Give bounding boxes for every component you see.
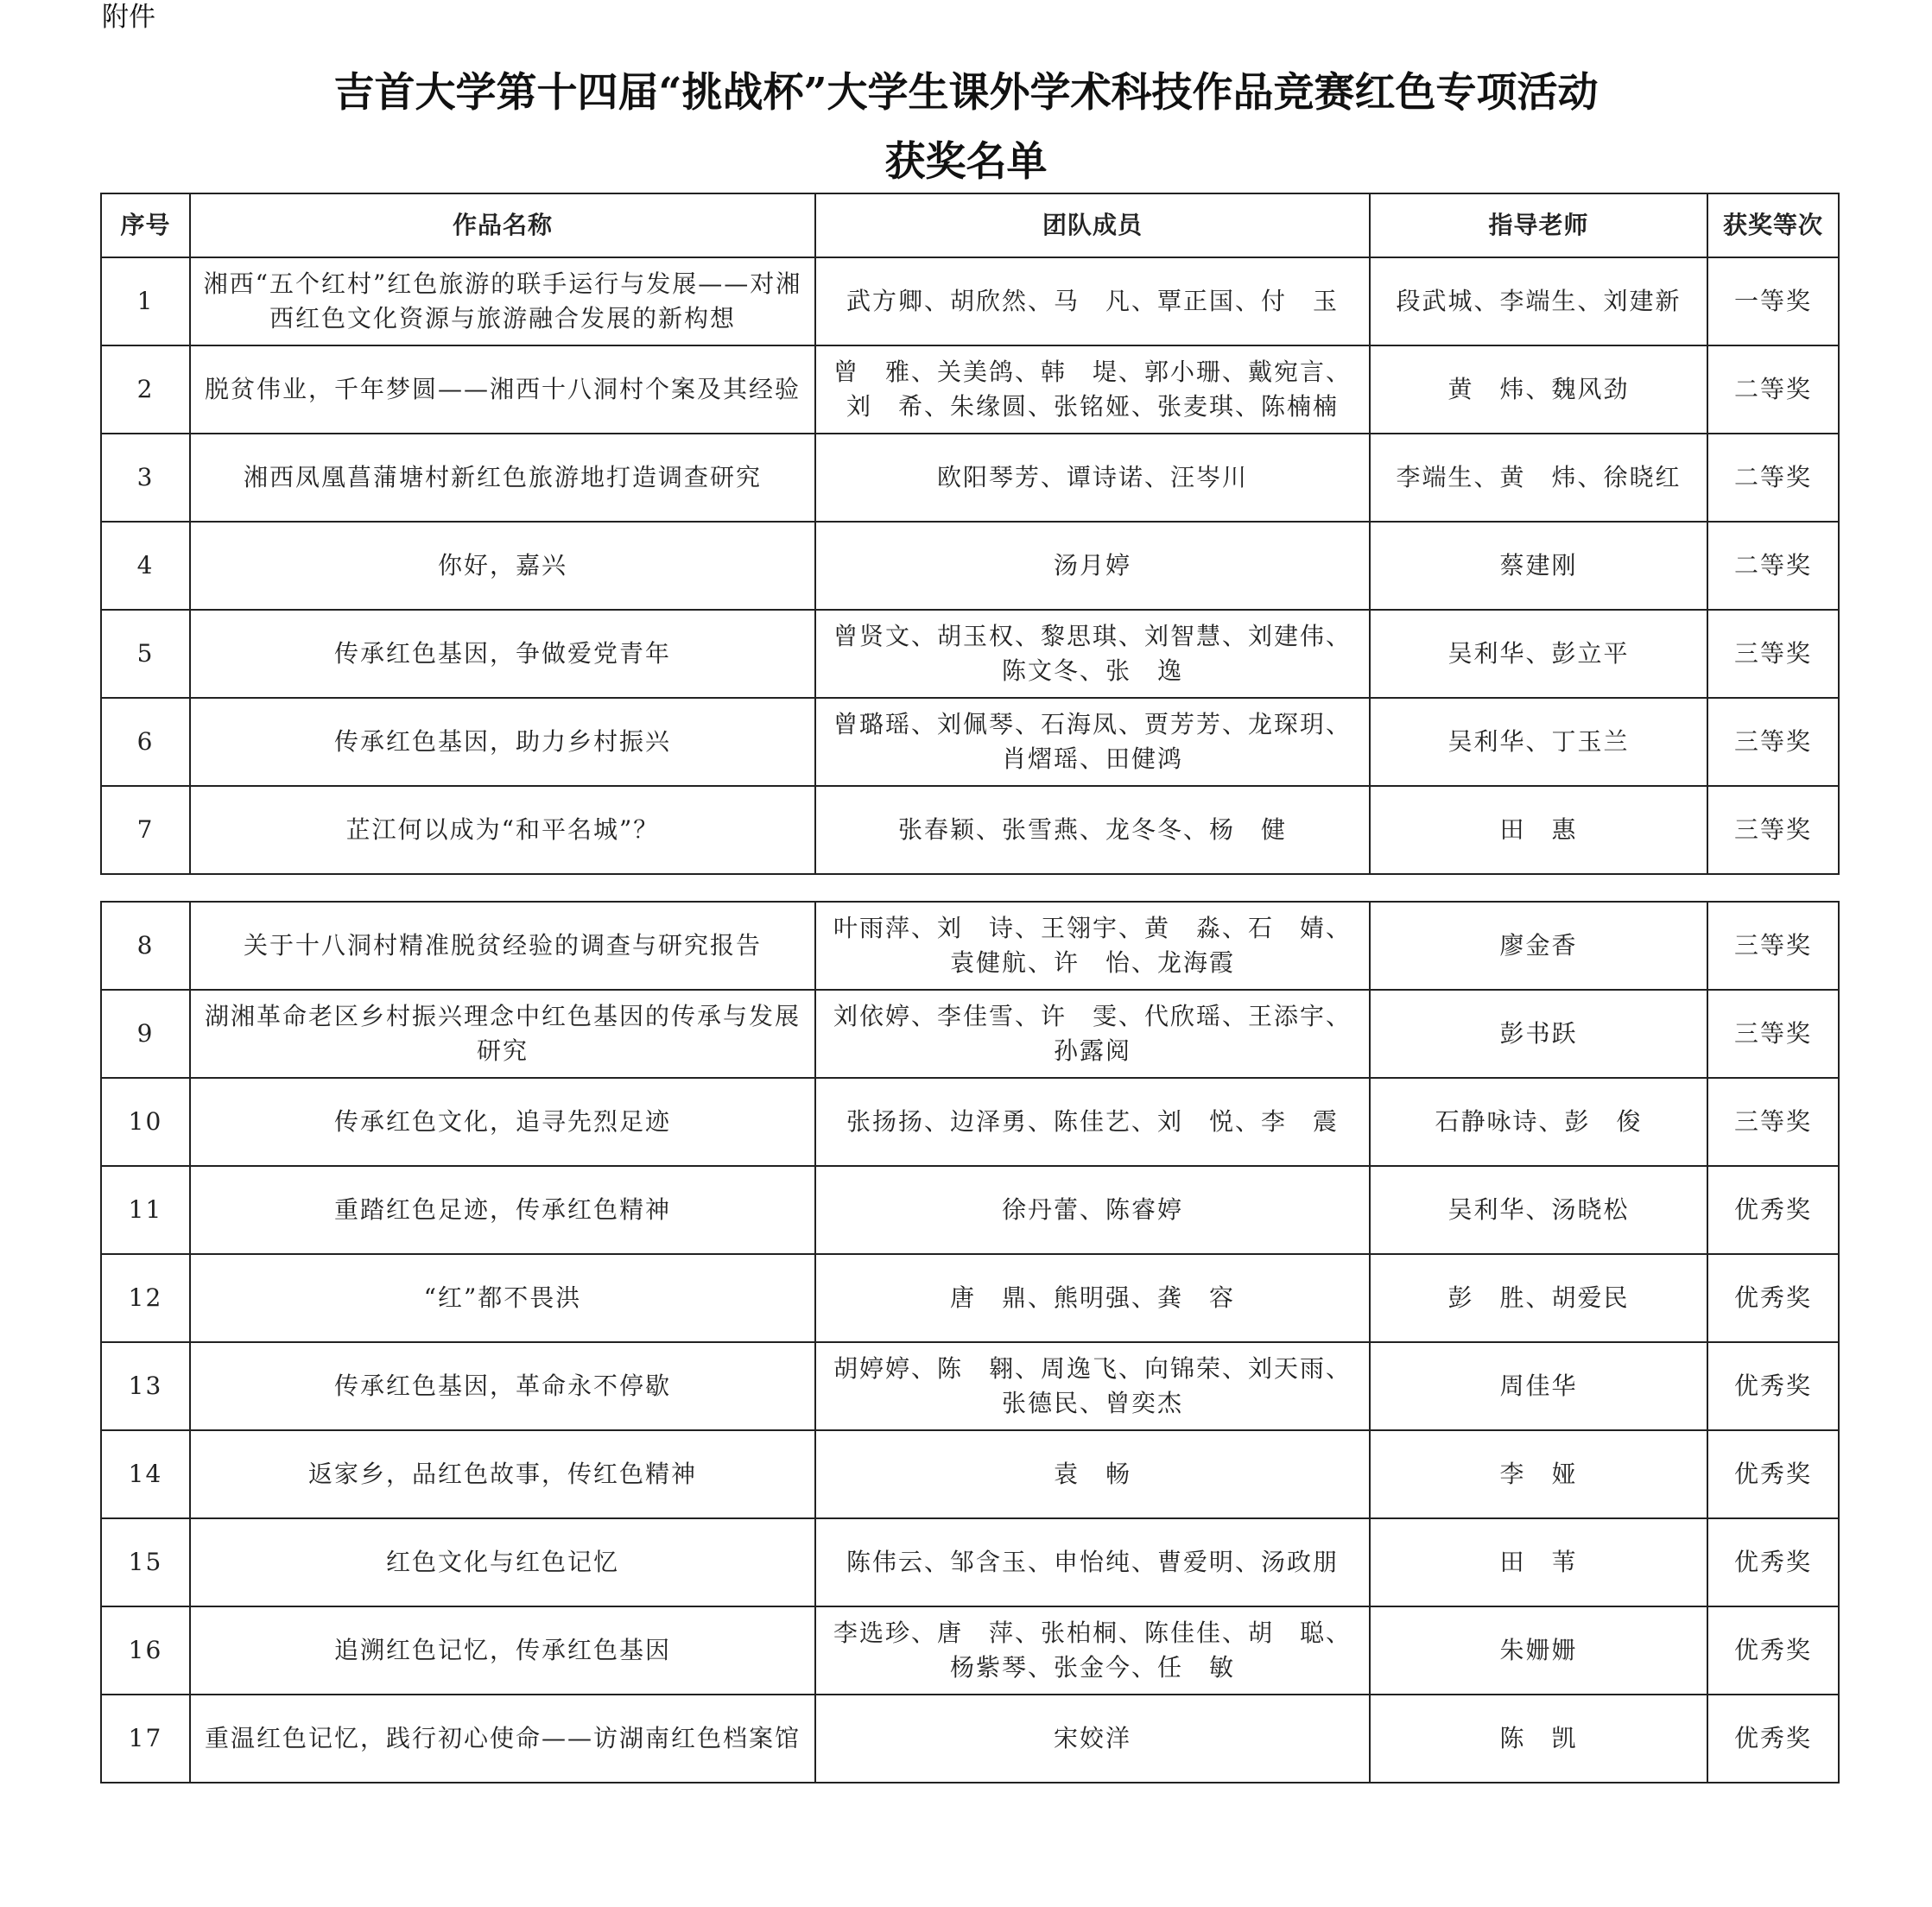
cell-no: 15 (101, 1518, 190, 1606)
cell-team-members: 曾 雅、关美鸽、韩 堤、郭小珊、戴宛言、刘 希、朱缘圆、张铭娅、张麦琪、陈楠楠 (815, 345, 1370, 434)
cell-no: 9 (101, 990, 190, 1078)
attachment-label: 附件 (102, 2, 155, 33)
table-row (101, 990, 1839, 1078)
document-title: 吉首大学第十四届“挑战杯”大学生课外学术科技作品竞赛红色专项活动 (333, 69, 1599, 117)
cell-no: 12 (101, 1254, 190, 1342)
cell-no: 17 (101, 1695, 190, 1783)
cell-team-members: 张扬扬、边泽勇、陈佳艺、刘 悦、李 震 (815, 1078, 1370, 1166)
cell-work-title: 湘西“五个红村”红色旅游的联手运行与发展——对湘西红色文化资源与旅游融合发展的新构想 (190, 257, 815, 345)
document-subtitle: 获奖名单 (884, 138, 1048, 186)
cell-award-level: 二等奖 (1707, 522, 1839, 610)
cell-advisor: 陈 凯 (1370, 1695, 1707, 1783)
table-row (101, 786, 1839, 874)
cell-no: 14 (101, 1430, 190, 1518)
cell-work-title: 湖湘革命老区乡村振兴理念中红色基因的传承与发展研究 (190, 990, 815, 1078)
cell-no: 1 (101, 257, 190, 345)
cell-work-title: 传承红色基因，助力乡村振兴 (190, 698, 815, 786)
cell-award-level: 三等奖 (1707, 902, 1839, 990)
cell-advisor: 吴利华、汤晓松 (1370, 1166, 1707, 1254)
cell-work-title: 传承红色基因，争做爱党青年 (190, 610, 815, 698)
cell-award-level: 二等奖 (1707, 345, 1839, 434)
cell-no: 3 (101, 434, 190, 522)
table-row (101, 1430, 1839, 1518)
cell-team-members: 汤月婷 (815, 522, 1370, 610)
cell-advisor: 彭 胜、胡爱民 (1370, 1254, 1707, 1342)
table-header-row (101, 193, 1839, 257)
cell-team-members: 欧阳琴芳、谭诗诺、汪岑川 (815, 434, 1370, 522)
cell-advisor: 彭书跃 (1370, 990, 1707, 1078)
cell-advisor: 段武城、李端生、刘建新 (1370, 257, 1707, 345)
table-row (101, 257, 1839, 345)
cell-team-members: 武方卿、胡欣然、马 凡、覃正国、付 玉 (815, 257, 1370, 345)
cell-team-members: 胡婷婷、陈 翱、周逸飞、向锦荣、刘天雨、张德民、曾奕杰 (815, 1342, 1370, 1430)
header-no: 序号 (101, 193, 190, 257)
table-row (101, 1342, 1839, 1430)
table-row (101, 698, 1839, 786)
cell-no: 2 (101, 345, 190, 434)
cell-advisor: 黄 炜、魏风劲 (1370, 345, 1707, 434)
cell-team-members: 刘依婷、李佳雪、许 雯、代欣瑶、王添宇、孙露阅 (815, 990, 1370, 1078)
cell-advisor: 田 惠 (1370, 786, 1707, 874)
cell-no: 8 (101, 902, 190, 990)
cell-advisor: 吴利华、彭立平 (1370, 610, 1707, 698)
cell-no: 11 (101, 1166, 190, 1254)
cell-team-members: 陈伟云、邹含玉、申怡纯、曹爱明、汤政朋 (815, 1518, 1370, 1606)
cell-advisor: 石静咏诗、彭 俊 (1370, 1078, 1707, 1166)
cell-award-level: 三等奖 (1707, 990, 1839, 1078)
cell-award-level: 优秀奖 (1707, 1695, 1839, 1783)
table-row (101, 1166, 1839, 1254)
table-row (101, 345, 1839, 434)
cell-no: 4 (101, 522, 190, 610)
cell-advisor: 李 娅 (1370, 1430, 1707, 1518)
table-row (101, 1078, 1839, 1166)
cell-advisor: 周佳华 (1370, 1342, 1707, 1430)
cell-award-level: 优秀奖 (1707, 1166, 1839, 1254)
table-row (101, 902, 1839, 990)
cell-team-members: 张春颖、张雪燕、龙冬冬、杨 健 (815, 786, 1370, 874)
cell-advisor: 吴利华、丁玉兰 (1370, 698, 1707, 786)
cell-team-members: 叶雨萍、刘 诗、王翎宇、黄 淼、石 婧、袁健航、许 怡、龙海霞 (815, 902, 1370, 990)
cell-no: 10 (101, 1078, 190, 1166)
cell-award-level: 优秀奖 (1707, 1430, 1839, 1518)
table-row (101, 610, 1839, 698)
cell-award-level: 二等奖 (1707, 434, 1839, 522)
cell-award-level: 一等奖 (1707, 257, 1839, 345)
header-advisor: 指导老师 (1370, 193, 1707, 257)
cell-award-level: 三等奖 (1707, 786, 1839, 874)
cell-no: 13 (101, 1342, 190, 1430)
table-row (101, 1695, 1839, 1783)
cell-award-level: 三等奖 (1707, 610, 1839, 698)
cell-advisor: 廖金香 (1370, 902, 1707, 990)
table-row (101, 522, 1839, 610)
cell-work-title: 返家乡，品红色故事，传红色精神 (190, 1430, 815, 1518)
cell-no: 6 (101, 698, 190, 786)
cell-advisor: 蔡建刚 (1370, 522, 1707, 610)
cell-team-members: 曾璐瑶、刘佩琴、石海凤、贾芳芳、龙琛玥、肖熠瑶、田健鸿 (815, 698, 1370, 786)
cell-advisor: 李端生、黄 炜、徐晓红 (1370, 434, 1707, 522)
cell-work-title: 传承红色基因，革命永不停歇 (190, 1342, 815, 1430)
cell-work-title: “红”都不畏洪 (190, 1254, 815, 1342)
cell-work-title: 关于十八洞村精准脱贫经验的调查与研究报告 (190, 902, 815, 990)
cell-work-title: 脱贫伟业，千年梦圆——湘西十八洞村个案及其经验 (190, 345, 815, 434)
cell-award-level: 优秀奖 (1707, 1254, 1839, 1342)
cell-work-title: 重温红色记忆，践行初心使命——访湖南红色档案馆 (190, 1695, 815, 1783)
cell-work-title: 你好，嘉兴 (190, 522, 815, 610)
table-row (101, 434, 1839, 522)
cell-no: 16 (101, 1606, 190, 1695)
cell-work-title: 重踏红色足迹，传承红色精神 (190, 1166, 815, 1254)
cell-work-title: 湘西凤凰菖蒲塘村新红色旅游地打造调查研究 (190, 434, 815, 522)
table-row (101, 1518, 1839, 1606)
cell-team-members: 李选珍、唐 萍、张柏桐、陈佳佳、胡 聪、杨紫琴、张金今、任 敏 (815, 1606, 1370, 1695)
cell-team-members: 唐 鼎、熊明强、龚 容 (815, 1254, 1370, 1342)
cell-no: 7 (101, 786, 190, 874)
cell-work-title: 红色文化与红色记忆 (190, 1518, 815, 1606)
cell-award-level: 优秀奖 (1707, 1342, 1839, 1430)
cell-work-title: 芷江何以成为“和平名城”？ (190, 786, 815, 874)
header-work: 作品名称 (190, 193, 815, 257)
cell-advisor: 田 苇 (1370, 1518, 1707, 1606)
cell-award-level: 三等奖 (1707, 1078, 1839, 1166)
cell-team-members: 袁 畅 (815, 1430, 1370, 1518)
cell-award-level: 优秀奖 (1707, 1518, 1839, 1606)
header-members: 团队成员 (815, 193, 1370, 257)
awards-table-part-2 (100, 901, 1840, 1783)
cell-team-members: 宋姣洋 (815, 1695, 1370, 1783)
table-row (101, 1606, 1839, 1695)
header-award: 获奖等次 (1707, 193, 1839, 257)
cell-no: 5 (101, 610, 190, 698)
awards-table-part-1 (100, 193, 1840, 875)
cell-award-level: 三等奖 (1707, 698, 1839, 786)
cell-award-level: 优秀奖 (1707, 1606, 1839, 1695)
cell-team-members: 曾贤文、胡玉权、黎思琪、刘智慧、刘建伟、陈文冬、张 逸 (815, 610, 1370, 698)
cell-team-members: 徐丹蕾、陈睿婷 (815, 1166, 1370, 1254)
cell-work-title: 追溯红色记忆，传承红色基因 (190, 1606, 815, 1695)
cell-advisor: 朱姗姗 (1370, 1606, 1707, 1695)
cell-work-title: 传承红色文化，追寻先烈足迹 (190, 1078, 815, 1166)
table-row (101, 1254, 1839, 1342)
